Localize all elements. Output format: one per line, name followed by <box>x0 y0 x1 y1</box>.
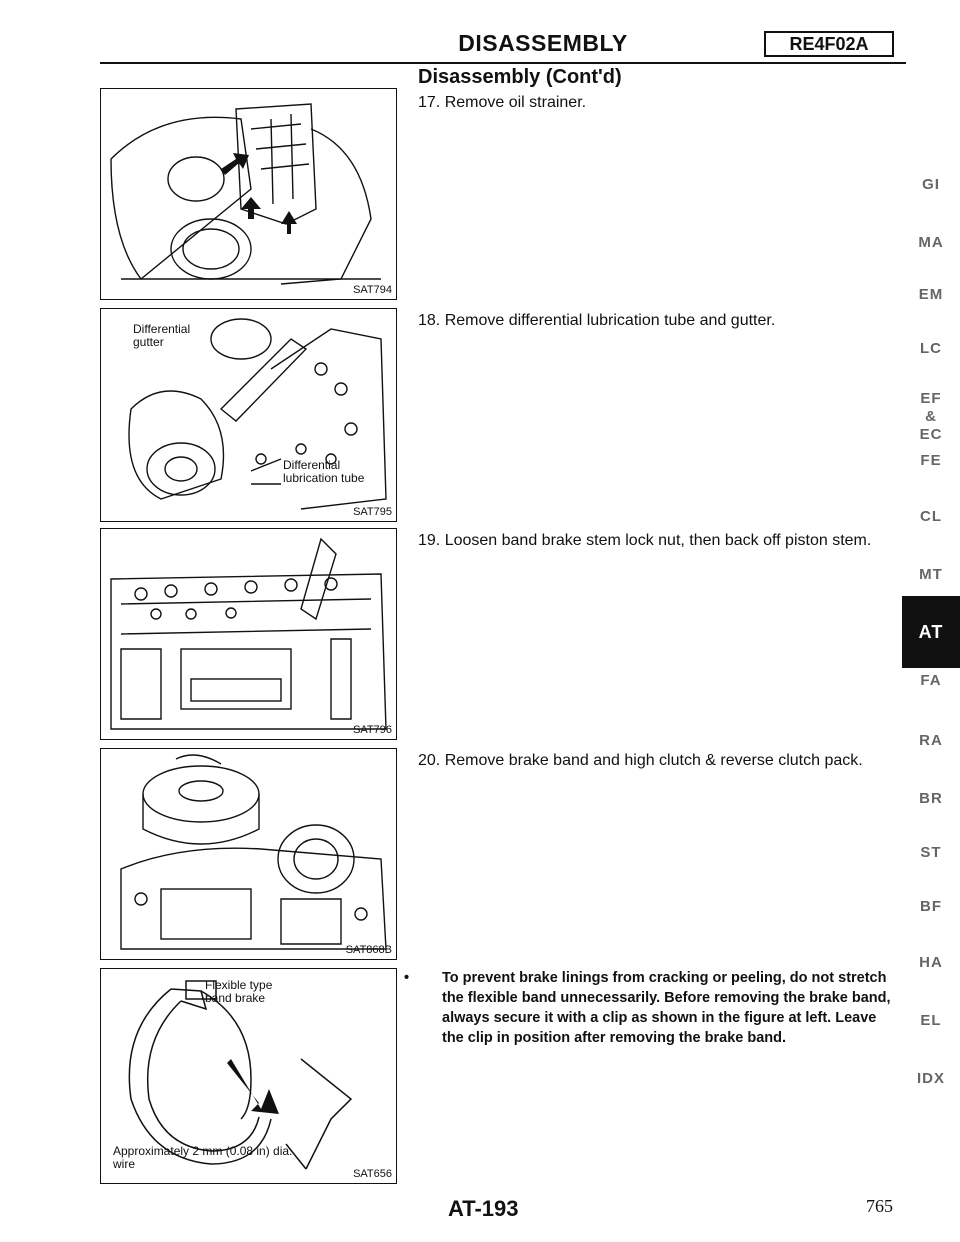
label-differential-gutter: Differential gutter <box>133 322 191 349</box>
figure-code: SAT795 <box>353 506 392 518</box>
tab-bf[interactable]: BF <box>920 898 942 915</box>
figure-band-brake-stem <box>100 528 397 740</box>
label-lubrication-tube: Differential lubrication tube <box>283 458 365 485</box>
page-title: DISASSEMBLY <box>458 30 628 56</box>
figure-code: SAT868B <box>345 944 392 956</box>
figure-clutch-pack <box>100 748 397 960</box>
note-bullet: • <box>404 970 410 986</box>
step-20: 20. Remove brake band and high clutch & reverse clutch pack. <box>418 752 863 769</box>
tab-at-active[interactable]: AT <box>902 596 960 668</box>
label-wire-clip: Approximately 2 mm (0.08 in) dia. wire <box>113 1144 293 1171</box>
tab-fe[interactable]: FE <box>920 452 942 469</box>
header-rule <box>100 62 906 64</box>
page-number: 765 <box>866 1196 893 1216</box>
tab-ra[interactable]: RA <box>919 732 943 749</box>
page-code: AT-193 <box>448 1196 519 1221</box>
tab-ma[interactable]: MA <box>918 234 944 251</box>
step-18: 18. Remove differential lubrication tube and gutter. <box>418 312 776 329</box>
tab-ha[interactable]: HA <box>919 954 943 971</box>
tab-idx[interactable]: IDX <box>916 1070 945 1087</box>
figure-band-clip <box>100 968 397 1184</box>
model-code-badge: RE4F02A <box>764 31 894 57</box>
tab-fa[interactable]: FA <box>920 672 942 689</box>
tab-el[interactable]: EL <box>920 1012 942 1029</box>
section-title: Disassembly (Cont'd) <box>418 66 622 88</box>
note-text: To prevent brake linings from cracking or peeling, do not stretch the flexible band unnecessarily. Before removing the brake band, always secure it with a clip as shown in the figure at left. Leave the clip in position after removing the brake band. <box>442 970 891 1046</box>
clutch-pack-illustration <box>101 749 398 961</box>
band-brake-stem-illustration <box>101 529 398 741</box>
oil-strainer-illustration <box>101 89 398 301</box>
step-17: 17. Remove oil strainer. <box>418 94 587 111</box>
tab-ef-ec[interactable]: EF & EC <box>919 390 943 443</box>
step-19: 19. Loosen band brake stem lock nut, then back off piston stem. <box>418 532 872 549</box>
tab-st[interactable]: ST <box>920 844 942 861</box>
section-index-tabs <box>902 0 960 1242</box>
tab-mt[interactable]: MT <box>919 566 943 583</box>
figure-code: SAT796 <box>353 724 392 736</box>
tab-cl[interactable]: CL <box>920 508 942 525</box>
label-flexible-band-brake: Flexible type band brake <box>205 978 273 1005</box>
tab-em[interactable]: EM <box>918 286 944 303</box>
figure-code: SAT794 <box>353 284 392 296</box>
tab-br[interactable]: BR <box>919 790 943 807</box>
figure-code: SAT656 <box>353 1168 392 1180</box>
figure-lubrication-tube <box>100 308 397 522</box>
tab-lc[interactable]: LC <box>920 340 942 357</box>
figure-oil-strainer <box>100 88 397 300</box>
tab-gi[interactable]: GI <box>922 176 940 193</box>
